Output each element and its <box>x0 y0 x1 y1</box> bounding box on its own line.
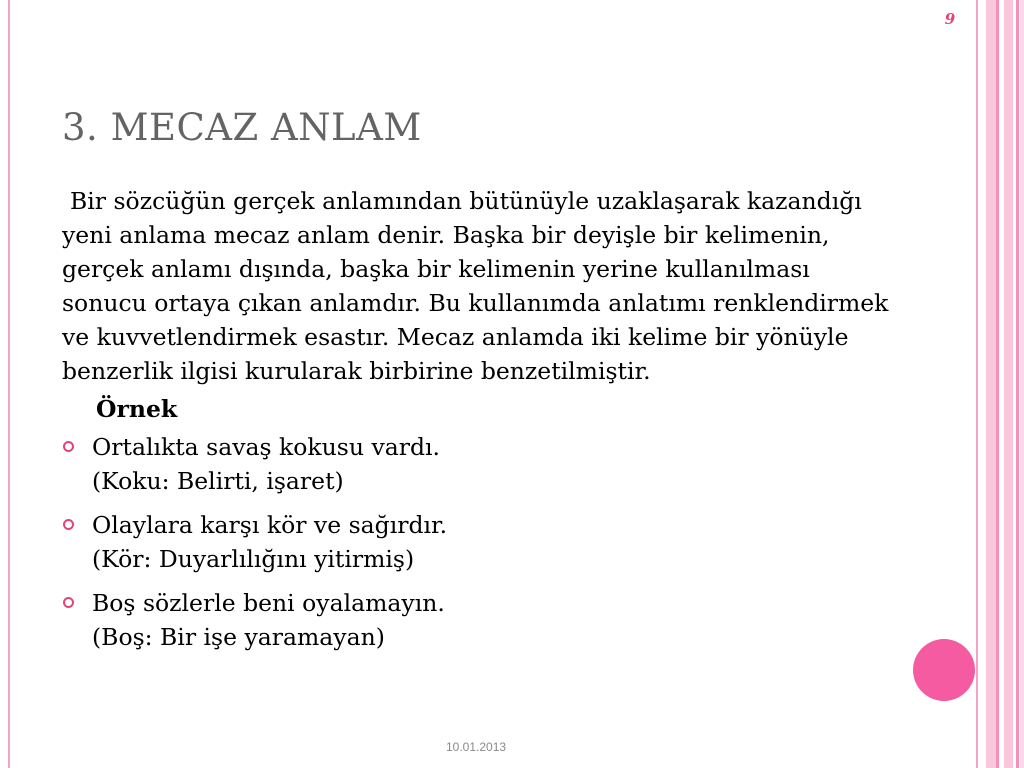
right-border-stripe <box>1004 0 1013 768</box>
example-list <box>62 430 892 654</box>
bullet-circle-icon <box>63 441 74 452</box>
footer-date: 10.01.2013 <box>446 740 507 754</box>
example-explanation: (Koku: Belirti, işaret) <box>92 467 344 495</box>
decorative-circle-icon <box>913 639 975 701</box>
example-label: Örnek <box>96 395 178 423</box>
example-sentence: Ortalıkta savaş kokusu vardı. <box>92 433 441 461</box>
list-item <box>62 430 892 498</box>
example-explanation: (Boş: Bir işe yaramayan) <box>92 623 385 651</box>
right-border-stripe <box>1020 0 1024 768</box>
right-border-stripe <box>986 0 996 768</box>
definition-paragraph: Bir sözcüğün gerçek anlamından bütünüyle uzaklaşarak kazandığı yeni anlama mecaz anlam denir. Başka bir deyişle bir kelimenin, gerçek anlamı dışında, başka bir kelimenin yerine kullanılması sonucu ortaya çıkan anlamdır. Bu kullanımda anlatımı renklendirmek ve kuvvetlendirmek esastır. Mecaz anlamda iki kelime bir yönüyle benzerlik ilgisi kurularak birbirine benzetilmiştir. <box>62 187 889 385</box>
right-border-stripe <box>1016 0 1019 768</box>
list-item <box>62 508 892 576</box>
bullet-circle-icon <box>63 597 74 608</box>
example-explanation: (Kör: Duyarlılığını yitirmiş) <box>92 545 415 573</box>
right-border-stripe <box>976 0 978 768</box>
list-item <box>62 586 892 654</box>
example-sentence: Olaylara karşı kör ve sağırdır. <box>92 511 448 539</box>
example-sentence: Boş sözlerle beni oyalamayın. <box>92 589 445 617</box>
slide-content <box>62 184 892 664</box>
left-border-line <box>8 0 10 768</box>
right-border-stripe <box>996 0 999 768</box>
page-number: 9 <box>944 10 956 28</box>
bullet-circle-icon <box>63 519 74 530</box>
slide-title: 3. MECAZ ANLAM <box>62 106 422 149</box>
